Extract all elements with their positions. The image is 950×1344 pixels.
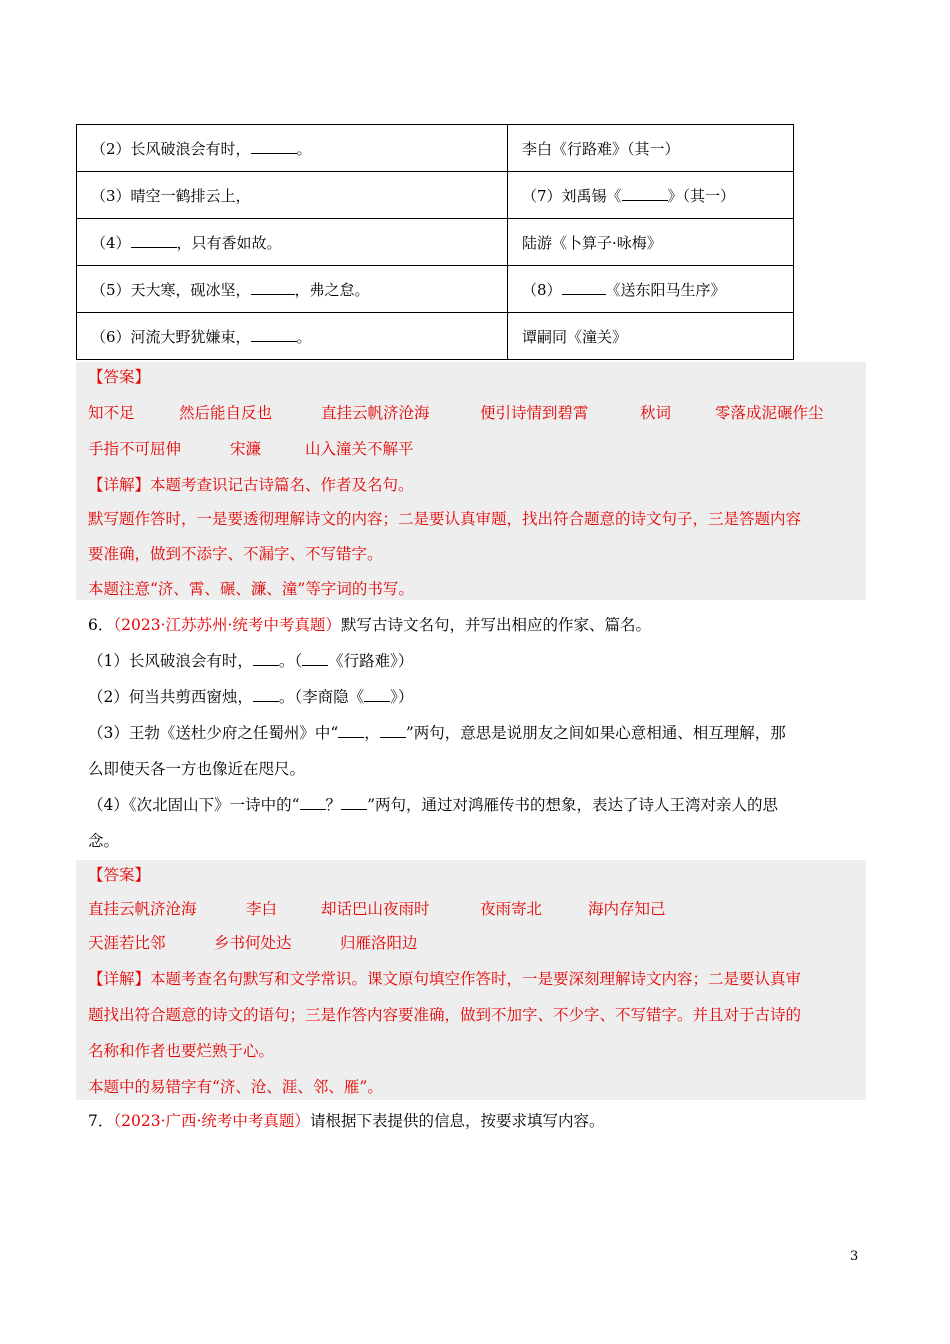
blank-line: [251, 139, 297, 154]
question-6-item-2: （2）何当共剪西窗烛， 。（李商隐《 》）: [88, 688, 414, 706]
answer-item: 却话巴山夜雨时: [321, 900, 430, 918]
detail-line: 题找出符合题意的诗文的语句；三是作答内容要准确，做到不加字、不少字、不写错字。并且对于古诗的: [88, 1006, 802, 1024]
question-source: （2023·江苏苏州·统考中考真题）: [113, 616, 341, 634]
answer-item: 直挂云帆济沧海: [88, 900, 197, 918]
answer-item: 知不足: [88, 404, 135, 422]
question-6-stem: 6．（2023·江苏苏州·统考中考真题）默写古诗文名句，并写出相应的作家、篇名。: [88, 616, 651, 634]
question-source: （2023·广西·统考中考真题）: [113, 1112, 310, 1130]
table-row: [77, 266, 794, 313]
answer-item: 乡书何处达: [214, 934, 292, 952]
blank-line: [251, 327, 297, 342]
question-6-item-3: （3）王勃《送杜少府之任蜀州》中“ ， ”两句，意思是说朋友之间如果心意相通、相互理解，那: [88, 724, 786, 742]
answer-item: 手指不可屈伸: [88, 440, 182, 458]
blank-line: [302, 651, 328, 666]
blank-line: [622, 186, 668, 201]
detail-line: 本题中的易错字有“济、沧、涯、邻、雁”。: [88, 1078, 383, 1096]
blank-line: [338, 723, 364, 738]
blank-line: [253, 651, 279, 666]
table-cell: （6）河流大野犹嫌束， 。: [77, 313, 508, 360]
answer-item: 李白: [246, 900, 278, 918]
detail-line: 【详解】本题考查名句默写和文学常识。课文原句填空作答时，一是要深刻理解诗文内容；二是要认真审: [88, 970, 802, 988]
answer-item: 宋濂: [230, 440, 262, 458]
blank-line: [131, 233, 177, 248]
table-row: [77, 313, 794, 360]
answer-item: 便引诗情到碧霄: [480, 404, 589, 422]
detail-line: 默写题作答时，一是要透彻理解诗文的内容；二是要认真审题，找出符合题意的诗文句子，三是答题内容: [88, 510, 802, 528]
blank-line: [251, 280, 295, 295]
table-cell: （4） ，只有香如故。: [77, 219, 508, 266]
table-row: [77, 125, 794, 172]
table-cell: （7）刘禹锡《 》（其一）: [508, 172, 794, 219]
detail-label: 【详解】: [88, 970, 151, 988]
table-cell: 谭嗣同《潼关》: [508, 313, 794, 360]
page-number: 3: [850, 1249, 859, 1264]
answer-item: 秋词: [640, 404, 672, 422]
detail-line: 本题注意“济、霄、碾、濂、潼”等字词的书写。: [88, 580, 414, 598]
answer-item: 天涯若比邻: [88, 934, 166, 952]
blank-line: [253, 687, 279, 702]
blank-line: [364, 687, 390, 702]
question-7-stem: 7．（2023·广西·统考中考真题）请根据下表提供的信息，按要求填写内容。: [88, 1112, 605, 1130]
answer-item: 归雁洛阳边: [340, 934, 418, 952]
table-cell: （5）天大寒，砚冰坚， ，弗之怠。: [77, 266, 508, 313]
detail-label: 【详解】: [88, 476, 151, 494]
detail-line: 要准确，做到不添字、不漏字、不写错字。: [88, 545, 383, 563]
blank-line: [341, 795, 367, 810]
answer-item: 山入潼关不解平: [305, 440, 414, 458]
answer-item: 零落成泥碾作尘: [715, 404, 824, 422]
answer-label: 【答案】: [88, 368, 151, 386]
blank-line: [562, 280, 606, 295]
answer-item: 直挂云帆济沧海: [321, 404, 430, 422]
table-cell: 李白《行路难》（其一）: [508, 125, 794, 172]
detail-line: 【详解】本题考查识记古诗篇名、作者及名句。: [88, 476, 414, 494]
table-cell: （2）长风破浪会有时， 。: [77, 125, 508, 172]
poem-table: [76, 124, 794, 360]
table-row: [77, 172, 794, 219]
answer-label: 【答案】: [88, 866, 151, 884]
table-cell: 陆游《卜算子·咏梅》: [508, 219, 794, 266]
blank-line: [380, 723, 406, 738]
blank-line: [300, 795, 326, 810]
table-cell: （8） 《送东阳马生序》: [508, 266, 794, 313]
question-6-item-1: （1）长风破浪会有时， 。（ 《行路难》）: [88, 652, 414, 670]
question-6-item-3-cont: 么即使天各一方也像近在咫尺。: [88, 760, 306, 778]
answer-item: 海内存知己: [588, 900, 666, 918]
question-6-item-4: （4）《次北固山下》一诗中的“ ？ ”两句，通过对鸿雁传书的想象，表达了诗人王湾对亲人的思: [88, 796, 778, 814]
answer-item: 然后能自反也: [179, 404, 273, 422]
table-cell: （3）晴空一鹤排云上，: [77, 172, 508, 219]
table-row: [77, 219, 794, 266]
detail-line: 名称和作者也要烂熟于心。: [88, 1042, 275, 1060]
answer-item: 夜雨寄北: [480, 900, 543, 918]
question-6-item-4-cont: 念。: [88, 832, 120, 850]
